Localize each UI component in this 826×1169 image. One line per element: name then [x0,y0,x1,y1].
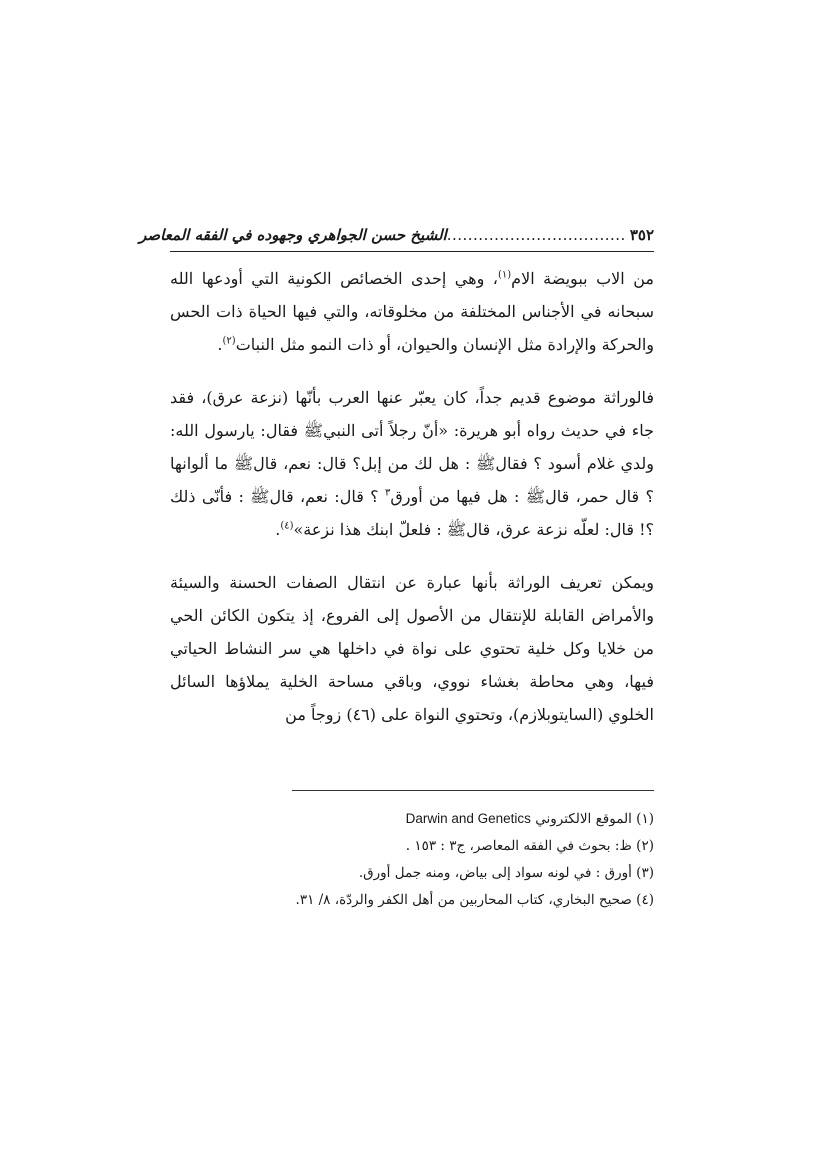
paragraph-1-text-3: . [217,335,223,354]
footnote-text: أورق : في لونه سواد إلى بياض، ومنه جمل أورق. [358,865,632,881]
footnote-ref-3: ٣ [385,487,391,499]
footnote-latin-text: Darwin and Genetics [405,811,531,826]
footnote-ref-2: (٢) [222,335,236,347]
footnote-4 [170,887,654,914]
paragraph-2-text-2: ؟ قال: نعم، قالﷺ : فأنّى ذلك ؟! قال: لعلّه نزعة عرق، قالﷺ : فلعلّ ابنك هذا نزعة» [170,487,654,539]
running-header [139,226,654,252]
header-leader-dots: .................................. [446,226,626,244]
footnotes [170,805,654,914]
page-number: ٣٥٢ [629,226,654,244]
footnote-text: ظ: بحوث في الفقه المعاصر، ج٣ : ١٥٣ . [405,838,632,854]
footnote-3 [170,860,654,887]
footnote-marker: (٣) [636,865,654,881]
paragraph-2 [170,381,654,546]
running-title: الشيخ حسن الجواهري وجهوده في الفقه المعاصر [139,226,447,244]
footnote-2 [170,833,654,860]
paragraph-2-text-3: . [275,520,281,539]
footnote-marker: (٤) [636,892,654,908]
page-body [139,226,655,731]
paragraph-2-text-1: فالوراثة موضوع قديم جداً، كان يعبّر عنها العرب بأنّها (نزعة عرق)، فقد جاء في حديث رواه أبو هريرة: «أنّ رجلاً أتى النبيﷺ فقال: يارسول الله: ولدي غلام أسود ؟ فقالﷺ : هل لك من إبل؟ قال: نعم، قالﷺ ما ألوانها ؟ قال حمر، قالﷺ : هل فيها من أورق [170,388,655,506]
footnote-separator [292,790,654,791]
paragraph-1-text-2: ، وهي إحدى الخصائص الكونية التي أودعها الله سبحانه في الأجناس المختلفة من مخلوقاته، والتي فيها الحياة ذات الحس والحركة والإرادة مثل الإنسان والحيوان، أو ذات النمو مثل النبات [170,269,654,354]
footnote-ref-1: (١) [497,269,512,281]
footnote-text: صحيح البخاري، كتاب المحاربين من أهل الكفر والردّة، ٨/ ٣١. [295,892,632,908]
paragraph-3-text-1: ويمكن تعريف الوراثة بأنها عبارة عن انتقال الصفات الحسنة والسيئة والأمراض القابلة للإنتقال من الأصول إلى الفروع، إذ يتكون الكائن الحي من خلايا وكل خلية تحتوي على نواة في داخلها هي سر النشاط الحياتي فيها، وهي محاطة بغشاء نووي، وباقي مساحة الخلية يملاؤها السائل الخلوي (السايتوبلازم)، وتحتوي النواة على (٤٦) زوجاً من [170,573,654,724]
footnote-text: الموقع الالكتروني [535,811,632,827]
paragraph-1-text-1: من الاب ببويضة الام [511,269,655,288]
footnote-marker: (٢) [636,838,654,854]
paragraph-1 [170,262,654,361]
footnote-marker: (١) [636,811,654,827]
footnote-1 [170,805,654,833]
paragraph-3 [170,566,654,731]
footnote-ref-4: (٤) [280,520,294,532]
